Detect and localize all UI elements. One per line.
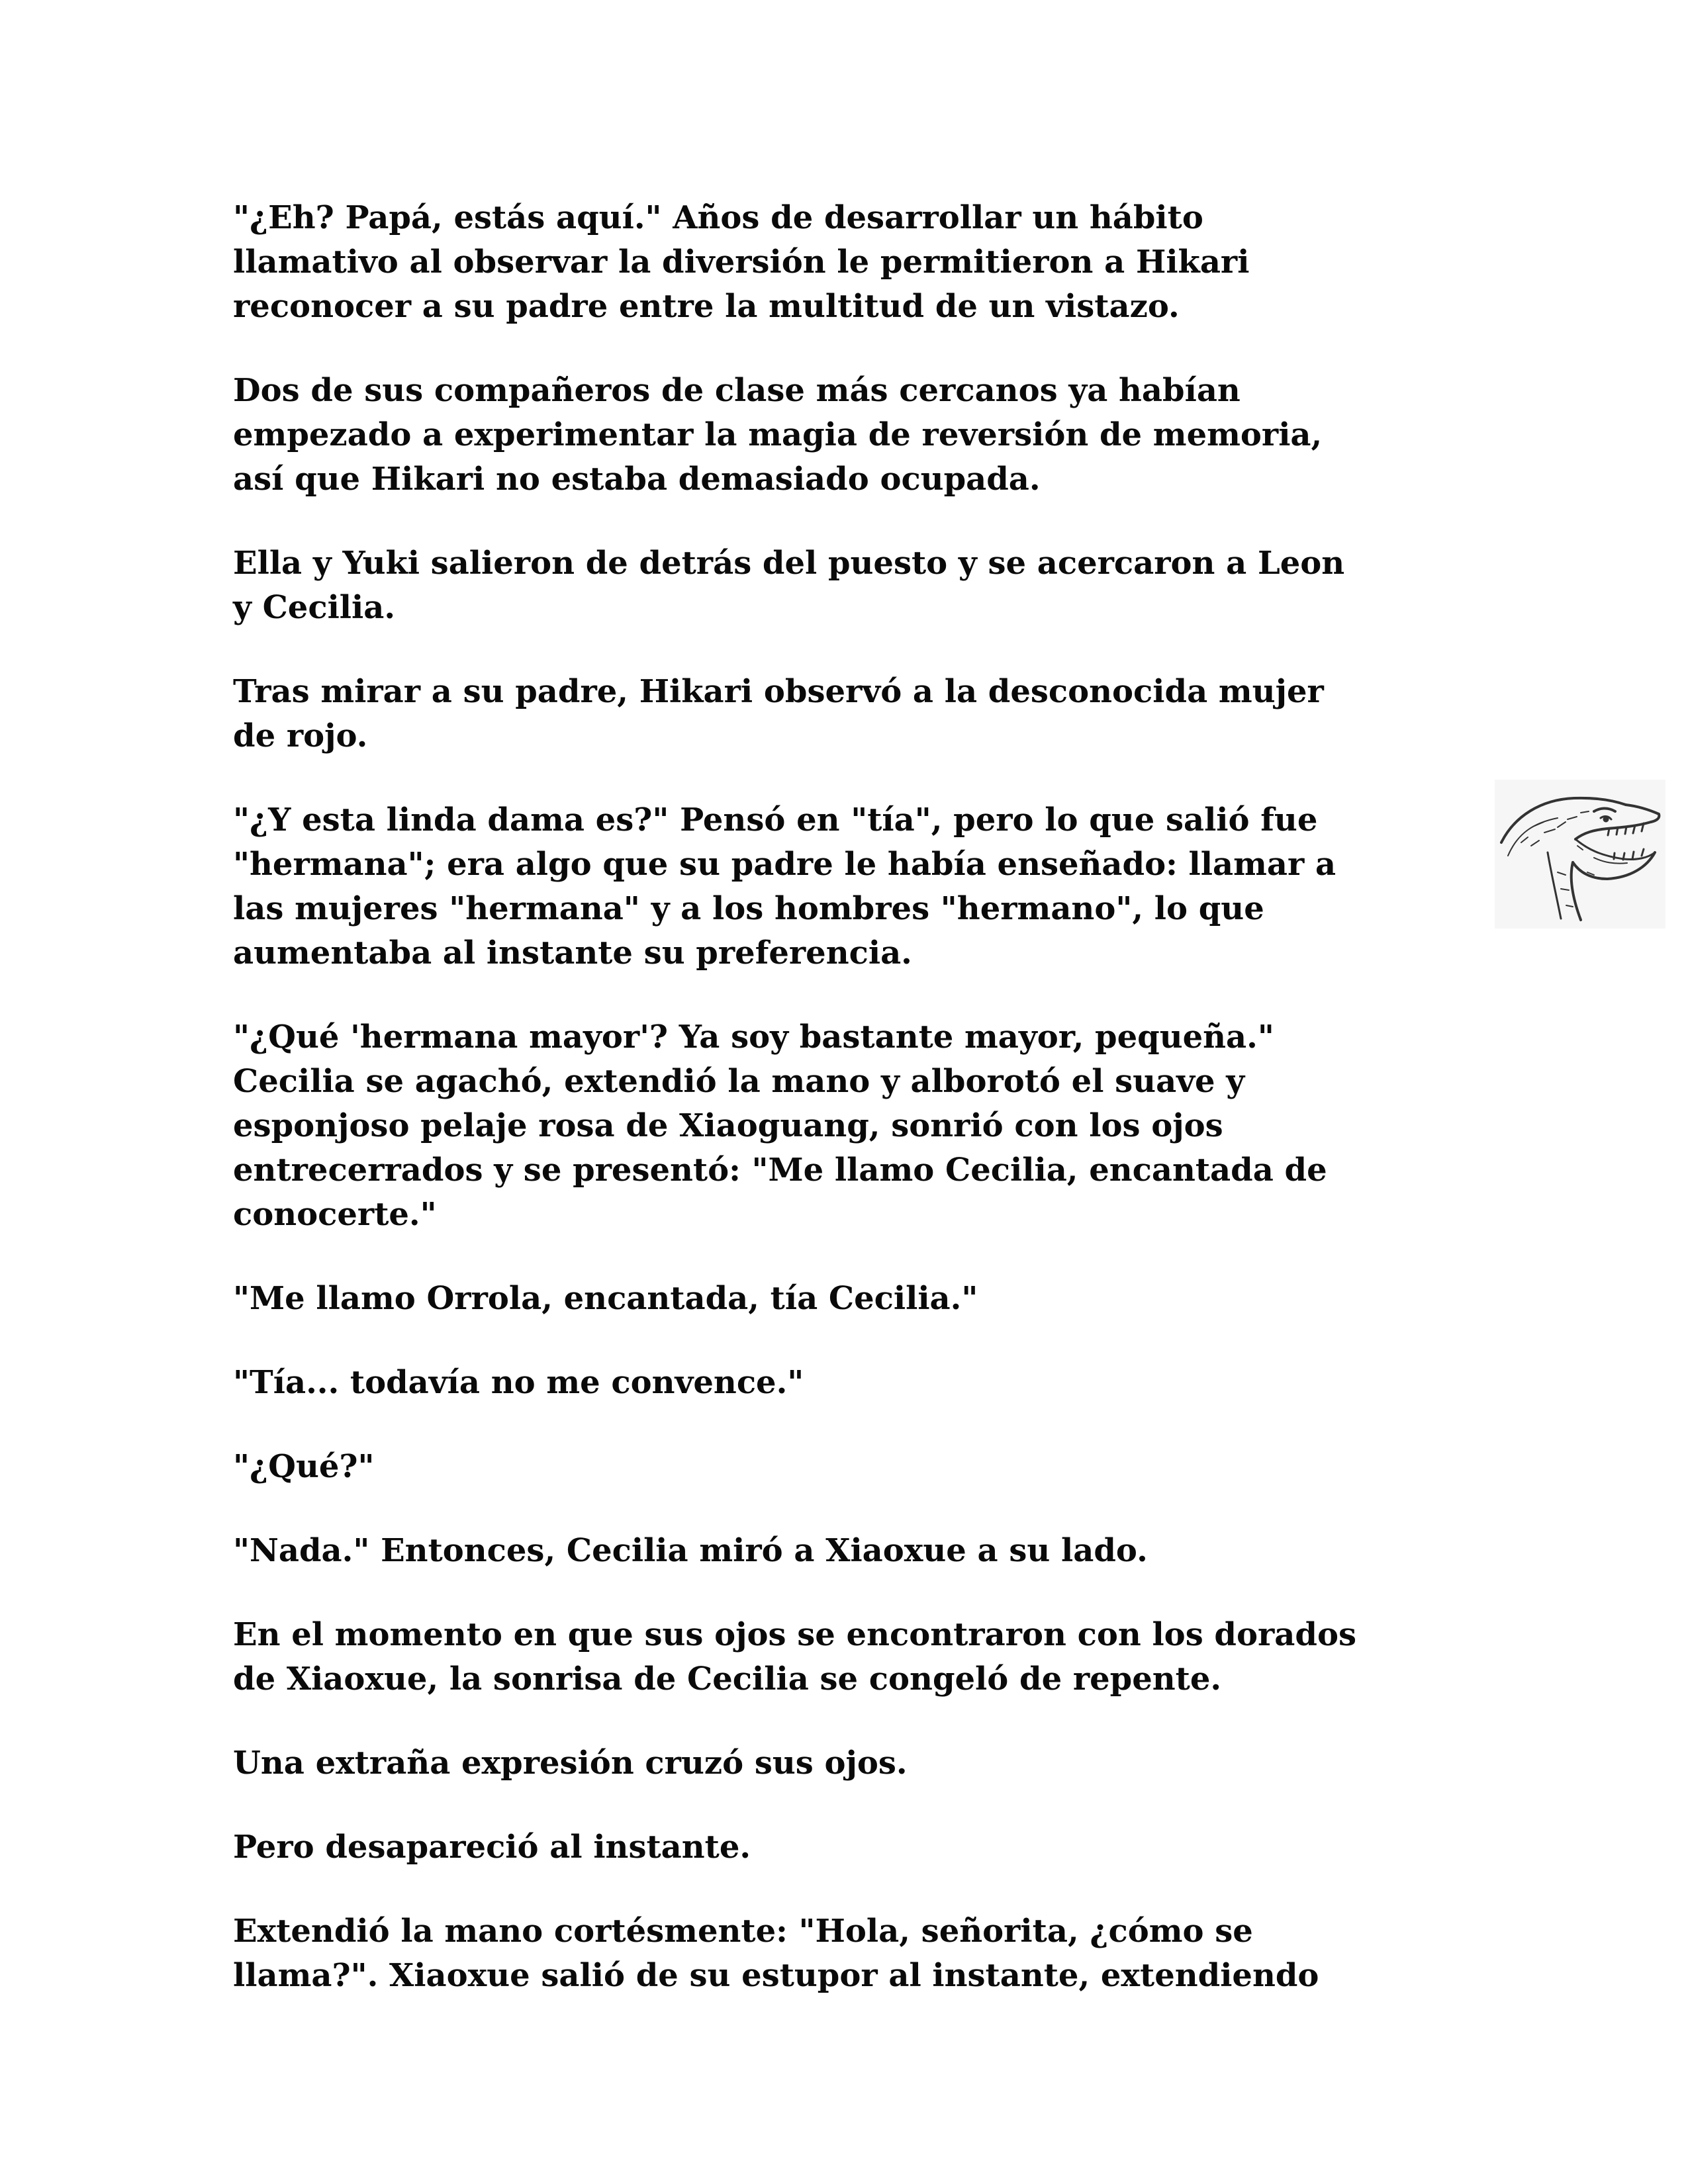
paragraph-4: Tras mirar a su padre, Hikari observó a la desconocida mujer de rojo. [233, 673, 1324, 754]
dinosaur-head-sketch-icon [1495, 780, 1665, 929]
paragraph-1: "¿Eh? Papá, estás aquí." Años de desarrollar un hábito llamativo al observar la diversión le permitieron a Hikari reconocer a su padre entre la multitud de un vistazo. [233, 199, 1250, 325]
paragraph-10: "Nada." Entonces, Cecilia miró a Xiaoxue a su lado. [233, 1532, 1148, 1569]
paragraph-8: "Tía... todavía no me convence." [233, 1364, 804, 1401]
body-text [233, 196, 1477, 2038]
paragraph-5: "¿Y esta linda dama es?" Pensó en "tía", pero lo que salió fue "hermana"; era algo que su padre le había enseñado: llamar a las mujeres "hermana" y a los hombres "hermano", lo que aumentaba al instante su preferencia. [233, 801, 1336, 972]
paragraph-14: Extendió la mano cortésmente: "Hola, señorita, ¿cómo se llama?". Xiaoxue salió de su estupor al instante, extendiendo [233, 1913, 1319, 1994]
paragraph-3: Ella y Yuki salieron de detrás del puesto y se acercaron a Leon y Cecilia. [233, 545, 1345, 626]
paragraph-12: Una extraña expresión cruzó sus ojos. [233, 1745, 908, 1782]
paragraph-2: Dos de sus compañeros de clase más cercanos ya habían empezado a experimentar la magia de reversión de memoria, así que Hikari no estaba demasiado ocupada. [233, 372, 1323, 498]
paragraph-6: "¿Qué 'hermana mayor'? Ya soy bastante mayor, pequeña." Cecilia se agachó, extendió la mano y alborotó el suave y esponjoso pelaje rosa de Xiaoguang, sonrió con los ojos entrecerrados y se presentó: "Me llamo Cecilia, encantada de conocerte." [233, 1019, 1327, 1233]
paragraph-13: Pero desapareció al instante. [233, 1829, 751, 1866]
paragraph-7: "Me llamo Orrola, encantada, tía Cecilia." [233, 1280, 978, 1317]
paragraph-9: "¿Qué?" [233, 1448, 375, 1485]
paragraph-11: En el momento en que sus ojos se encontraron con los dorados de Xiaoxue, la sonrisa de Cecilia se congeló de repente. [233, 1616, 1356, 1698]
